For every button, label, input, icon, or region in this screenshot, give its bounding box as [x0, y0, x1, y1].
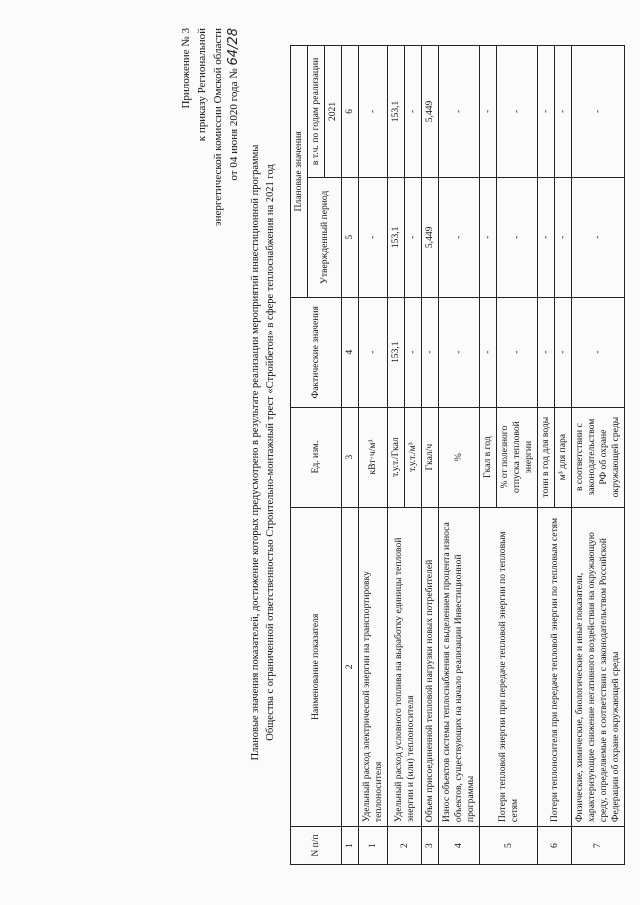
appendix-date: от 04 июня 2020 года №	[228, 68, 240, 181]
row-year: -	[405, 46, 422, 178]
colnum: 1	[342, 827, 359, 865]
row-unit: тонн в год для воды	[538, 407, 555, 507]
row-year: -	[555, 46, 572, 178]
row-approved: -	[572, 177, 625, 297]
row-fact: -	[359, 297, 388, 407]
appendix-date-line	[226, 28, 242, 448]
row-approved: -	[405, 177, 422, 297]
row-fact: -	[572, 297, 625, 407]
table-row	[359, 46, 388, 865]
row-approved: -	[480, 177, 497, 297]
row-num: 1	[359, 827, 388, 865]
row-unit: %	[439, 407, 480, 507]
row-fact: -	[439, 297, 480, 407]
row-unit: в соответствии с законодательством РФ об охране окружающей среды	[572, 407, 625, 507]
header-fact: Фактические значения	[291, 297, 342, 407]
rotated-landscape-page	[150, 0, 640, 905]
row-approved: -	[359, 177, 388, 297]
row-year: 153,1	[388, 46, 405, 178]
appendix-order-ref: к приказу Региональной	[196, 28, 208, 142]
row-fact: -	[555, 297, 572, 407]
table-row	[572, 46, 625, 865]
header-name: Наименование показателя	[291, 507, 342, 826]
row-year: -	[439, 46, 480, 178]
header-approved: Утвержденный период	[308, 177, 342, 297]
colnum: 3	[342, 407, 359, 507]
row-fact: -	[405, 297, 422, 407]
row-name: Объем присоединенной тепловой нагрузки новых потребителей	[422, 507, 439, 826]
column-number-row	[342, 46, 359, 865]
header-num: N п/п	[291, 827, 342, 865]
row-fact: -	[538, 297, 555, 407]
row-fact: -	[422, 297, 439, 407]
row-unit: т.у.т./Гкал	[388, 407, 405, 507]
indicators-table	[290, 45, 625, 865]
row-name: Удельный расход условного топлива на выработку единицы тепловой энергии и (или) теплоносителя	[388, 507, 422, 826]
row-unit: т.у.т./м³	[405, 407, 422, 507]
row-unit: % от полезного отпуска тепловой энергии	[497, 407, 538, 507]
order-number-handwritten: 64/28	[226, 28, 241, 66]
row-unit: Гкал в год	[480, 407, 497, 507]
row-year: -	[497, 46, 538, 178]
appendix-header	[178, 28, 242, 448]
row-num: 6	[538, 827, 572, 865]
table-row	[480, 46, 497, 865]
header-plan: Плановые значения	[291, 46, 308, 298]
title-line-1: Плановые значения показателей, достижение которых предусмотрено в результате реализации мероприятий инвестиционной программы	[250, 144, 261, 761]
row-approved: -	[555, 177, 572, 297]
row-name: Износ объектов системы теплоснабжения с выделением процента износа объектов, существующих на начало реализации Инвестиционной программы	[439, 507, 480, 826]
row-num: 2	[388, 827, 422, 865]
document-title	[248, 40, 278, 865]
table-header-row	[291, 46, 308, 865]
row-approved: -	[497, 177, 538, 297]
row-year: -	[359, 46, 388, 178]
row-name: Потери тепловой энергии при передаче тепловой энергии по тепловым сетям	[480, 507, 538, 826]
row-num: 4	[439, 827, 480, 865]
row-fact: 153,1	[388, 297, 405, 407]
colnum: 4	[342, 297, 359, 407]
row-unit: м³ для пара	[555, 407, 572, 507]
row-year: -	[538, 46, 555, 178]
row-approved: -	[439, 177, 480, 297]
row-name: Потери теплоносителя при передаче тепловой энергии по тепловым сетям	[538, 507, 572, 826]
row-num: 3	[422, 827, 439, 865]
row-year: -	[572, 46, 625, 178]
colnum: 6	[342, 46, 359, 178]
colnum: 5	[342, 177, 359, 297]
row-unit: кВт·ч/м³	[359, 407, 388, 507]
row-approved: 5,449	[422, 177, 439, 297]
table-row	[439, 46, 480, 865]
table-row	[388, 46, 405, 865]
row-approved: -	[538, 177, 555, 297]
colnum: 2	[342, 507, 359, 826]
row-name: Удельный расход электрической энергии на транспортировку теплоносителя	[359, 507, 388, 826]
title-line-2: Общества с ограниченной ответственностью Строительно-монтажный трест «Стройбетон» в сфере теплоснабжения на 2021 год	[265, 164, 276, 741]
row-year: 5,449	[422, 46, 439, 178]
row-num: 5	[480, 827, 538, 865]
header-year: 2021	[325, 46, 342, 178]
table-row	[422, 46, 439, 865]
row-name: Физические, химические, биологические и иные показатели, характеризующие снижение негативного воздействия на окружающую среду, определяемые в соответствии с законодательством Российской Федерации об охране окружающей среды	[572, 507, 625, 826]
row-approved: 153,1	[388, 177, 405, 297]
header-incl: в т.ч. по годам реализации	[308, 46, 325, 178]
row-fact: -	[497, 297, 538, 407]
row-fact: -	[480, 297, 497, 407]
header-unit: Ед. изм.	[291, 407, 342, 507]
row-year: -	[480, 46, 497, 178]
appendix-commission: энергетической комиссии Омской области	[212, 28, 224, 227]
row-unit: Гкал/ч	[422, 407, 439, 507]
row-num: 7	[572, 827, 625, 865]
appendix-number: Приложение № 3	[180, 28, 192, 109]
table-row	[538, 46, 555, 865]
